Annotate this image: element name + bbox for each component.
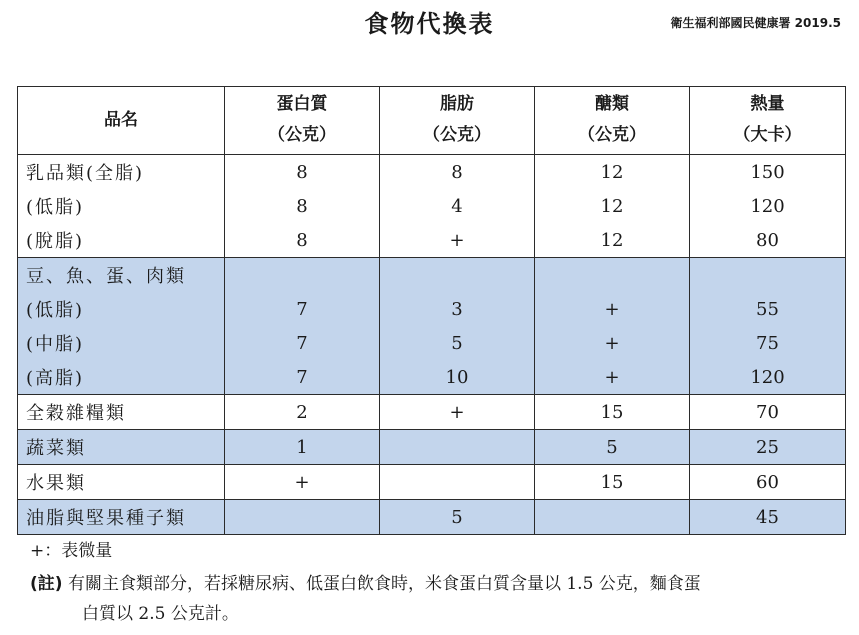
header-fat	[380, 87, 535, 155]
cell-name: 全穀雜糧類	[18, 395, 225, 430]
cell-name: 水果類	[18, 465, 225, 500]
header-protein-line2: （公克）	[268, 125, 336, 145]
footnote-text-line2: 白質以 2.5 公克計。	[82, 604, 239, 624]
cell-fat: 3	[380, 292, 535, 326]
note-trace-legend: +：表微量	[30, 541, 113, 561]
cell-fat: 4	[380, 189, 535, 223]
source-label: 衛生福利部國民健康署 2019.5	[670, 16, 841, 30]
cell-fat: 10	[380, 360, 535, 395]
cell-fat: 5	[380, 500, 535, 535]
header-carb-line2: （公克）	[578, 125, 646, 145]
header-fat-line1: 脂肪	[440, 94, 474, 114]
table-row	[18, 395, 846, 430]
cell-protein: 2	[225, 395, 380, 430]
cell-protein: 8	[225, 155, 380, 190]
cell-protein	[225, 500, 380, 535]
cell-protein: 8	[225, 223, 380, 258]
cell-calories: 60	[690, 465, 846, 500]
cell-protein: 7	[225, 292, 380, 326]
table-row	[18, 500, 846, 535]
page-title: 食物代換表	[364, 10, 495, 38]
cell-protein: +	[225, 465, 380, 500]
cell-protein: 7	[225, 326, 380, 360]
cell-fat	[380, 465, 535, 500]
cell-calories: 150	[690, 155, 846, 190]
cell-calories: 80	[690, 223, 846, 258]
header-fat-line2: （公克）	[423, 125, 491, 145]
table-row	[18, 360, 846, 395]
table-row	[18, 189, 846, 223]
cell-name: (低脂)	[18, 189, 225, 223]
cell-calories: 120	[690, 189, 846, 223]
cell-protein: 7	[225, 360, 380, 395]
footnote-text-line1: 有關主食類部分，若採糖尿病、低蛋白飲食時，米食蛋白質含量以 1.5 公克，麵食蛋	[67, 574, 701, 594]
cell-carb: 5	[535, 430, 690, 465]
table-row	[18, 430, 846, 465]
table-row	[18, 223, 846, 258]
footnote	[30, 569, 845, 629]
cell-carb: 12	[535, 189, 690, 223]
cell-carb	[535, 500, 690, 535]
cell-carb: +	[535, 326, 690, 360]
table-row	[18, 258, 846, 293]
header-calories	[690, 87, 846, 155]
cell-calories: 45	[690, 500, 846, 535]
cell-fat	[380, 430, 535, 465]
table-row	[18, 326, 846, 360]
cell-protein: 1	[225, 430, 380, 465]
cell-calories: 25	[690, 430, 846, 465]
cell-fat: 8	[380, 155, 535, 190]
cell-name: (脫脂)	[18, 223, 225, 258]
cell-name: (中脂)	[18, 326, 225, 360]
table-row	[18, 155, 846, 190]
table-header-row	[18, 87, 846, 155]
cell-name: 油脂與堅果種子類	[18, 500, 225, 535]
cell-calories: 120	[690, 360, 846, 395]
cell-name: (高脂)	[18, 360, 225, 395]
cell-carb: 15	[535, 465, 690, 500]
header-protein	[225, 87, 380, 155]
header-calories-line2: （大卡）	[733, 125, 802, 145]
cell-protein: 8	[225, 189, 380, 223]
cell-name: 蔬菜類	[18, 430, 225, 465]
cell-carb: 12	[535, 223, 690, 258]
cell-fat: +	[380, 395, 535, 430]
cell-carb	[535, 258, 690, 293]
cell-name: (低脂)	[18, 292, 225, 326]
cell-calories: 75	[690, 326, 846, 360]
cell-protein	[225, 258, 380, 293]
header-calories-line1: 熱量	[750, 94, 785, 114]
header-carb-line1: 醣類	[595, 94, 629, 114]
food-exchange-table	[17, 86, 846, 535]
cell-carb: 12	[535, 155, 690, 190]
footnote-line1	[30, 569, 845, 599]
header-name: 品名	[18, 87, 225, 155]
cell-name: 乳品類(全脂)	[18, 155, 225, 190]
cell-carb: 15	[535, 395, 690, 430]
cell-calories	[690, 258, 846, 293]
cell-calories: 70	[690, 395, 846, 430]
header-protein-line1: 蛋白質	[276, 94, 328, 114]
cell-fat: +	[380, 223, 535, 258]
header-carb	[535, 87, 690, 155]
cell-calories: 55	[690, 292, 846, 326]
cell-fat	[380, 258, 535, 293]
cell-carb: +	[535, 360, 690, 395]
footnote-tag: (註)	[30, 574, 63, 594]
table-row	[18, 465, 846, 500]
cell-carb: +	[535, 292, 690, 326]
table-row	[18, 292, 846, 326]
cell-name: 豆、魚、蛋、肉類	[18, 258, 225, 293]
cell-fat: 5	[380, 326, 535, 360]
